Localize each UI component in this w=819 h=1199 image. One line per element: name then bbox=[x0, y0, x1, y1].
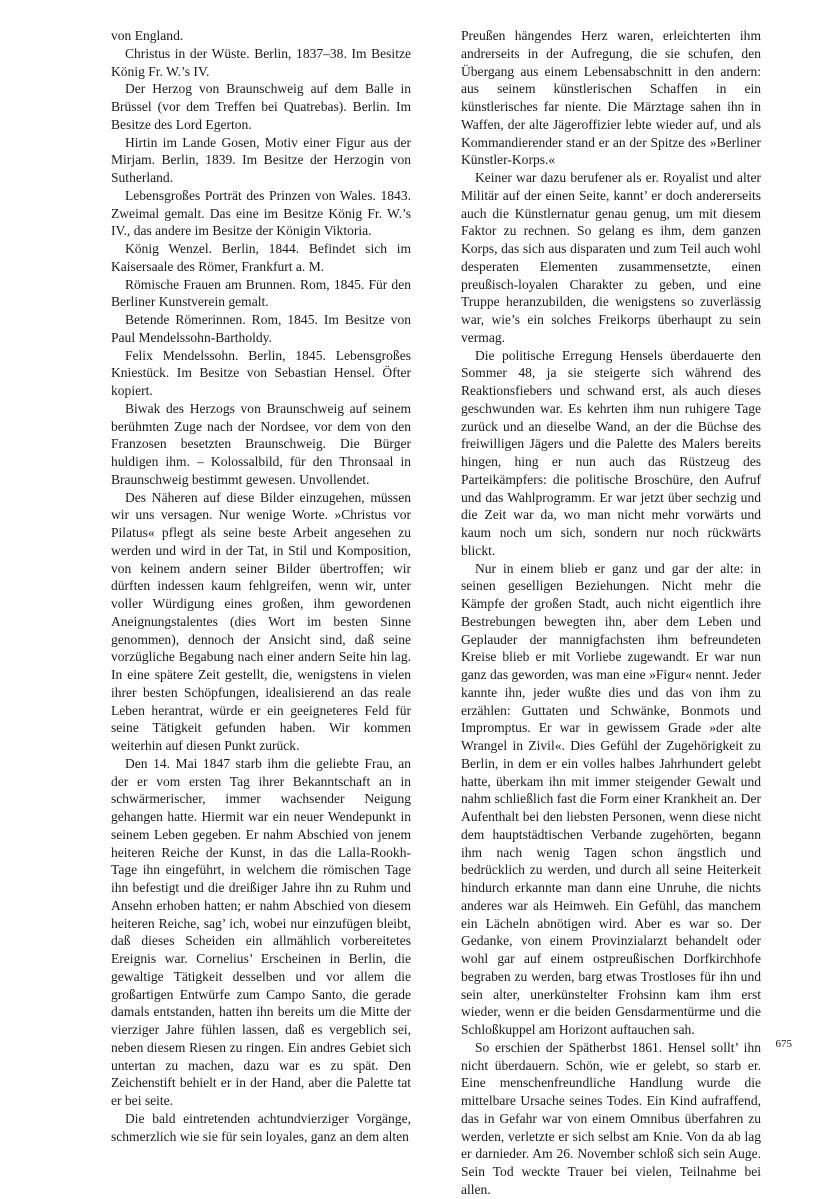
paragraph: Betende Römerinnen. Rom, 1845. Im Besitze von Paul Mendelssohn-Bartholdy. bbox=[111, 312, 411, 345]
paragraph: So erschien der Spätherbst 1861. Hensel sollt’ ihn nicht überdauern. Schön, wie er gelebt, so starb er. Eine menschenfreundliche Handlung wurde die mittelbare Ursache seines Todes. Ein Kind aufraffend, das in Gefahr war von einem Omnibus überfahren zu werden, verletzte er sich selbst am Knie. Von da ab lag er darnieder. Am 26. November schloß sich sein Auge. Sein Tod weckte Trauer bei vielen, Teilnahme bei allen. bbox=[461, 1039, 761, 1197]
paragraph: Den 14. Mai 1847 starb ihm die geliebte Frau, an der er vom ersten Tag ihrer Bekanntschaft an in schwärmerischer, immer wachsender Neigung gehangen hatte. Hiermit war ein neuer Wendepunkt in seinem Leben gegeben. Er nahm Abschied von jenem heiteren Reiche der Kunst, in das die Lalla-Rookh-Tage ihn eingeführt, in welchem die römischen Tage ihn befestigt und die dreißiger Jahre ihn zu Ruhm und Ansehn erhoben hatten; er nahm Abschied von diesem heiteren Reiche, sag’ ich, wobei nur einzufügen bleibt, daß dieses Scheiden ein allmählich vorbereitetes Ereignis war. Cornelius’ Erscheinen in Berlin, die gewaltige Tätigkeit desselben und vor allem die großartigen Entwürfe zum Campo Santo, die gerade damals entstanden, hatten ihn bereits um die Mitte der vierziger Jahre fühlen lassen, daß es vergeblich sei, neben diesem Riesen zu ringen. Ein andres Gebiet sich untertan zu machen, dazu war es zu spät. Den Zeichenstift behielt er in der Hand, aber die Palette tat er bei seite. bbox=[111, 755, 411, 1108]
page-number: 675 bbox=[775, 1038, 792, 1050]
paragraph: Keiner war dazu berufener als er. Royalist und alter Militär auf der einen Seite, kannt’ er doch andererseits auch die Künstlernatur genau genug, um mit diesem Faktor zu rechnen. So gelang es ihm, dem ganzen Korps, das sich aus disparaten und zum Teil auch wohl desperaten Elementen zusammensetzte, einen preußisch-loyalen Charakter zu geben, und eine Truppe heranzubilden, die wenigstens so zuverlässig war, wie’s ein solches Freikorps überhaupt zu sein vermag. bbox=[461, 170, 761, 345]
paragraph: Hirtin im Lande Gosen, Motiv einer Figur aus der Mirjam. Berlin, 1839. Im Besitze der Herzogin von Sutherland. bbox=[111, 134, 411, 185]
paragraph: Biwak des Herzogs von Braunschweig auf seinem berühmten Zuge nach der Nordsee, vor dem von den Franzosen besetzten Braunschweig. Die Bürger huldigen ihm. – Kolossalbild, für den Thronsaal in Braunschweig bestimmt gewesen. Unvollendet. bbox=[111, 400, 411, 487]
paragraph: Preußen hängendes Herz waren, erleichterten ihm andrerseits in der Aufregung, die sie schufen, den Übergang aus einem Lebensabschnitt in den andern: aus seinem künstlerischen Schaffen in ein künstlerisches far niente. Die Märztage sahen ihn in Waffen, der alte Jägeroffizier lebte wieder auf, und als Kommandierender stand er an der Spitze des »Berliner Künstler-Korps.« bbox=[461, 28, 761, 168]
paragraph: Die politische Erregung Hensels überdauerte den Sommer 48, ja sie steigerte sich während des Reaktionsfiebers und schwand erst, als auch dieses geschwunden war. Es kehrten ihm nun ruhigere Tage zurück und an dieselbe Wand, an der die Büchse des freiwilligen Jägers und die Palette des Malers bereits hingen, hing er nun auch das Rüstzeug des Parteikämpfers: die politische Broschüre, den Aufruf und das Wahlprogramm. Er war jetzt über sechzig und die Zeit war da, wo man nicht mehr vorwärts und kaum noch um sich, sondern nur noch rückwärts blickt. bbox=[461, 347, 761, 558]
paragraph: Felix Mendelssohn. Berlin, 1845. Lebensgroßes Kniestück. Im Besitze von Sebastian Hensel. Öfter kopiert. bbox=[111, 347, 411, 398]
paragraph: Der Herzog von Braunschweig auf dem Balle in Brüssel (vor dem Treffen bei Quatrebas). Berlin. Im Besitze des Lord Egerton. bbox=[111, 81, 411, 132]
left-column bbox=[111, 27, 411, 1145]
paragraph: Römische Frauen am Brunnen. Rom, 1845. Für den Berliner Kunstverein gemalt. bbox=[111, 276, 411, 310]
paragraph: Nur in einem blieb er ganz und gar der alte: in seinen geselligen Beziehungen. Nicht mehr die Kämpfe der großen Stadt, auch nicht eigentlich ihre Bestrebungen bewegten ihn, aber dem Leben und Geplauder der mannigfachsten ihm befreundeten Kreise blieb er mit Vorliebe zugewandt. Er war nun ganz das geworden, was man eine »Figur« nennt. Jeder kannte ihn, jeder wußte dies und das von ihm zu erzählen: Guttaten und Schwänke, Bonmots und Impromptus. Er war in gewissem Grade »der alte Wrangel in Zivil«. Dies Gefühl der Zugehörigkeit zu Berlin, in dem er ein volles halbes Jahrhundert gelebt hatte, überkam ihn mit immer steigender Gewalt und nahm schließlich fast die Form einer Krankheit an. Der Aufenthalt bei den liebsten Personen, wenn diese nicht dem hauptstädtischen Verbande zugehörten, begann ihm nach wenig Tagen schon ängstlich und bedrücklich zu werden, und durch all seine Heiterkeit hindurch erkannte man dann eine Unruhe, die nichts anderes war als Heimweh. Ein Gefühl, das manchem ein Lächeln abnötigen wird. Aber es war so. Der Gedanke, von einem Provinzialarzt behandelt oder wohl gar auf einem ostpreußischen Dorfkirchhofe begraben zu werden, barg etwas Trostloses für ihn und sein alter, unerkünstelter Frohsinn kam ihm erst wieder, wenn er die beiden Gensdarmentürme und die Schloßkuppel am Horizont auftauchen sah. bbox=[461, 560, 761, 1037]
paragraph: von England. bbox=[111, 28, 184, 43]
right-column bbox=[461, 27, 761, 1199]
paragraph: Des Näheren auf diese Bilder einzugehen, müssen wir uns versagen. Nur wenige Worte. »Christus vor Pilatus« pflegt als seine beste Arbeit angesehen zu werden und wird in der Tat, in Stil und Komposition, von keinem andern seiner Bilder übertroffen; wir dürften indessen kaum fehlgreifen, wenn wir, unter voller Würdigung eines großen, ihm gewordenen Aneignungstalentes (dies Wort im besten Sinne genommen), dennoch der Ansicht sind, daß seine vorzügliche Begabung nach einer andern Seite hin lag. In eine spätere Zeit gestellt, die, wenigstens in vielen ihrer besten Schöpfungen, idealisierend an das reale Leben herantrat, würde er ein geeigneteres Feld für seine Tätigkeit gefunden haben. Wir kommen weiterhin auf diesen Punkt zurück. bbox=[111, 489, 411, 753]
paragraph: Die bald eintretenden achtundvierziger Vorgänge, schmerzlich wie sie für sein loyales, ganz an dem alten bbox=[111, 1110, 411, 1144]
paragraph: König Wenzel. Berlin, 1844. Befindet sich im Kaisersaale des Römer, Frankfurt a. M. bbox=[111, 241, 411, 274]
paragraph: Christus in der Wüste. Berlin, 1837–38. Im Besitze König Fr. W.’s IV. bbox=[111, 45, 411, 79]
paragraph: Lebensgroßes Porträt des Prinzen von Wales. 1843. Zweimal gemalt. Das eine im Besitze König Fr. W.’s IV., das andere im Besitze der Königin Viktoria. bbox=[111, 187, 411, 239]
